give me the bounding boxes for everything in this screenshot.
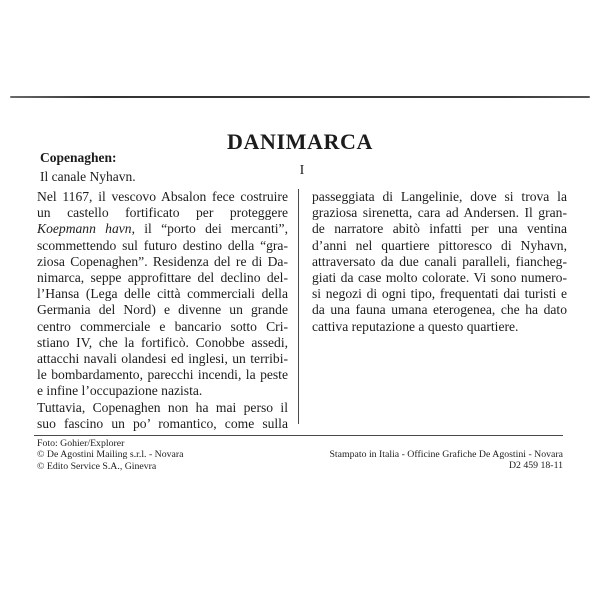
credits-line: Foto: Gohier/Explorer [37, 438, 125, 449]
text-line: scommettendo sul futuro destino della “gra- [37, 237, 288, 253]
text-line: stiano IV, che la fortificò. Conobbe assedi, [37, 334, 288, 350]
text-line: attacchi navali olandesi ed inglesi, un terribi- [37, 351, 288, 367]
text-line: attraversato da due canali paralleli, fiancheg- [312, 253, 567, 269]
imprint-line: Stampato in Italia - Officine Grafiche De Agostini - Novara [329, 449, 563, 460]
text-line: Germania del Nord) e divenne un grande [37, 302, 288, 318]
credits-block [37, 438, 184, 472]
page-title: DANIMARCA [227, 129, 373, 154]
footer-rule [34, 435, 563, 436]
column-divider [298, 189, 299, 424]
text-line: da una fauna umana eterogenea, che ha dato [312, 302, 567, 318]
text-line: centro commerciale e bancario sotto Cri- [37, 318, 288, 334]
credits-line: © De Agostini Mailing s.r.l. - Novara [37, 449, 184, 461]
credits-line: © Edito Service S.A., Ginevra [37, 460, 157, 472]
text-line: de narratore abitò infatti per una ventina [312, 221, 567, 237]
text-line: l’Hansa (Lega delle città commerciali della [37, 286, 288, 302]
text-line: Koepmann havn, il “porto dei mercanti”, [37, 221, 288, 237]
text-line: suo fascino un po’ romantico, come sulla [37, 415, 288, 431]
header-rule [10, 96, 590, 98]
text-line: graziosa sirenetta, cara ad Andersen. Il gran- [312, 205, 567, 221]
section-numeral: I [299, 163, 305, 178]
text-line: nimarca, seppe approfittare del declino del- [37, 270, 288, 286]
photo-caption-title: Copenaghen: [40, 150, 117, 165]
imprint-line: D2 459 18-11 [508, 460, 563, 472]
body-column-right [312, 189, 567, 335]
text-line: e infine l’occupazione nazista. [37, 383, 203, 399]
text-line: passeggiata di Langelinie, dove si trova la [312, 189, 567, 204]
text-line: si negozi di ogni tipo, frequentati dai turisti e [312, 286, 567, 302]
text-line: ziosa Copenaghen”. Residenza del re di Da- [37, 253, 288, 269]
photo-caption-subtitle: Il canale Nyhavn. [40, 169, 136, 184]
text-line: d’anni nel quartiere pittoresco di Nyhavn, [312, 237, 567, 253]
text-line: giati da case molto colorate. Vi sono numero- [312, 270, 567, 286]
text-line: un castello fortificato per proteggere [37, 205, 288, 221]
text-line: Nel 1167, il vescovo Absalon fece costruire [37, 189, 288, 204]
imprint-block [329, 449, 563, 472]
body-column-left [37, 189, 288, 432]
text-line: cattiva reputazione a questo quartiere. [312, 318, 519, 334]
text-line: le bombardamento, parecchi incendi, la peste [37, 367, 288, 383]
text-line: Tuttavia, Copenaghen non ha mai perso il [37, 399, 288, 415]
